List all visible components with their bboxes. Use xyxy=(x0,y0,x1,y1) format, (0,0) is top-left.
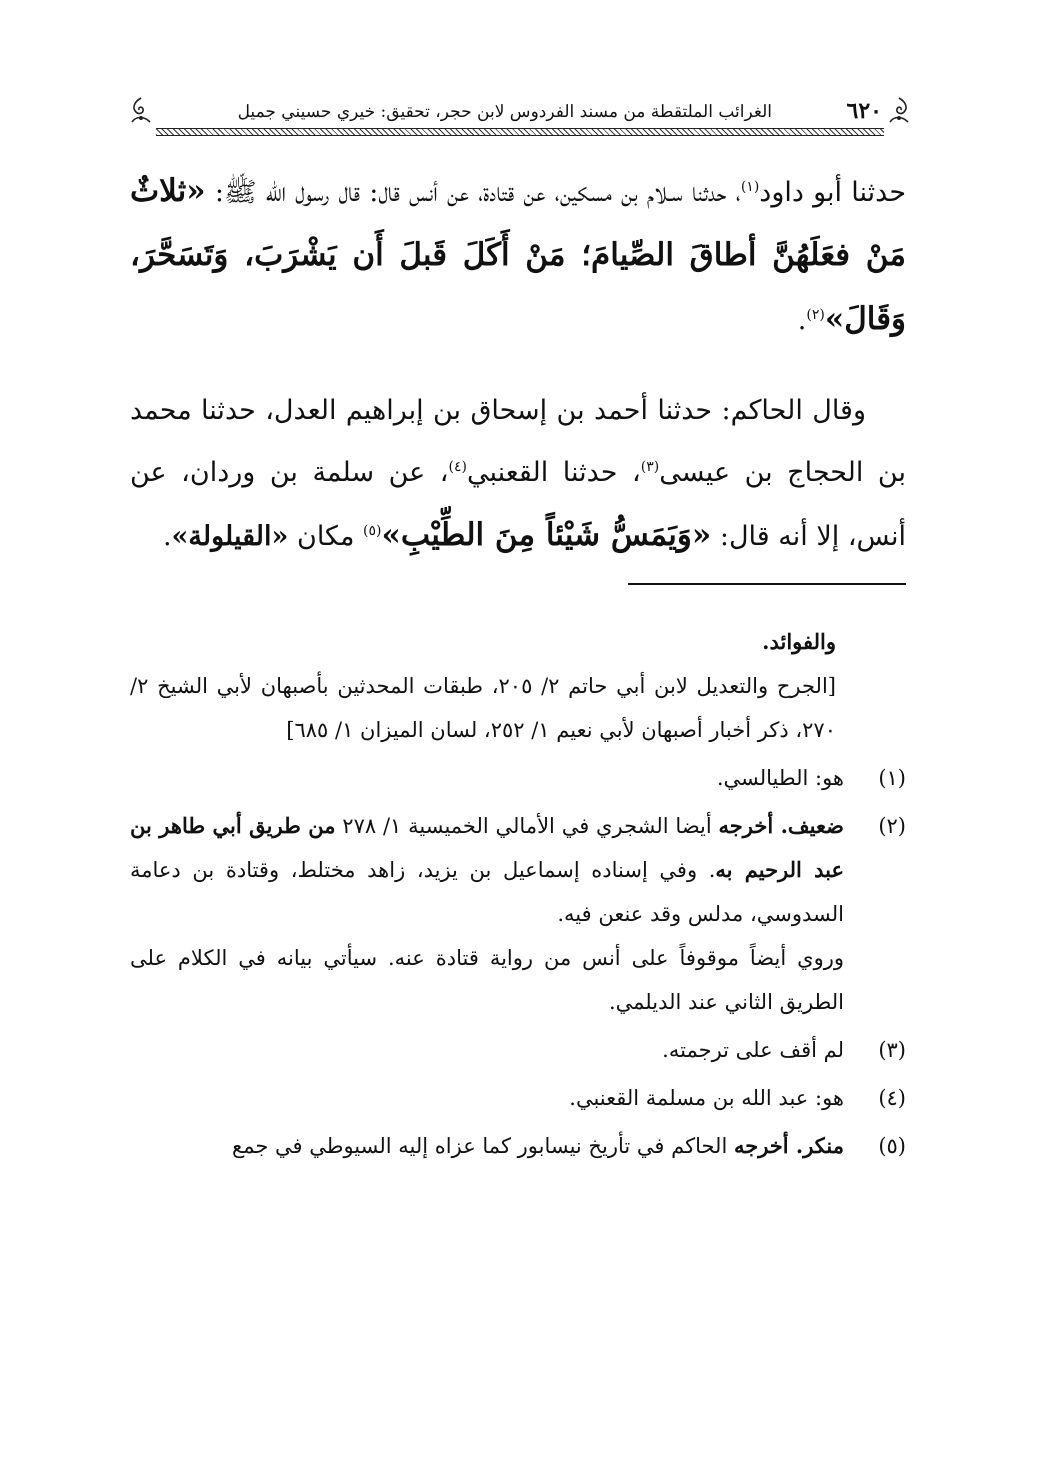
ornament-left-icon xyxy=(128,96,154,124)
page-header xyxy=(128,92,912,134)
footnote-ref-1[interactable]: (١) xyxy=(740,179,760,195)
text-run: . وفي إسناده إسماعيل بن يزيد، زاهد مختلط، وقتادة بن دعامة السدوسي، مدلس وقد عنعن فيه. xyxy=(130,858,844,926)
footnote-extra-text: وروي أيضاً موقوفاً على أنس من رواية قتادة عنه. سيأتي بيانه في الكلام على الطريق الثاني عند الديلمي. xyxy=(130,946,844,1014)
text-run: حدثنا أبو داود xyxy=(759,177,907,208)
text-run: ، حدثنا سـلام بن مسكين، عن قتادة، عن أنس قال: قال رسول الله ﷺ: xyxy=(205,177,741,208)
header-rule xyxy=(156,128,884,136)
footnote-ref-2[interactable]: (٢) xyxy=(806,307,825,323)
main-text xyxy=(130,160,906,568)
text-run: ، عن سلمة بن وردان، عن أنس، إلا أنه قال: xyxy=(130,457,906,552)
footnote-separator xyxy=(628,583,906,585)
hadith-text-1: «ثلاثٌ مَنْ فعَلَهُنَّ أطاقَ الصِّيامَ؛ مَنْ أَكَلَ قَبلَ أَن يَشْرَبَ، وَتَسَحَّرَ، وَقَالَ» xyxy=(130,173,906,337)
text-run: . xyxy=(162,521,172,552)
footnote-number: (٣) xyxy=(878,1038,906,1062)
text-run: وقال الحاكم: حدثنا أحمد بن إسحاق بن إبراهيم العدل، حدثنا محمد بن الحجاج بن عيسى xyxy=(130,395,906,488)
hadith-text-2: «وَيَمَسُّ شَيْئاً مِنَ الطِّيْبِ» xyxy=(381,517,712,553)
footnote-number: (١) xyxy=(878,766,906,790)
footnote-text: هو: عبد الله بن مسلمة القعنبي. xyxy=(569,1086,844,1110)
footnote-4 xyxy=(130,1076,906,1120)
text-run: مكان xyxy=(288,521,363,552)
footnote-number: (٥) xyxy=(878,1134,906,1158)
keyword-qayloula: «القيلولة» xyxy=(171,521,289,552)
footnote-5 xyxy=(130,1124,906,1168)
benefits-title: والفوائد. xyxy=(762,629,836,654)
footnote-ref-4[interactable]: (٤) xyxy=(448,459,467,475)
page-number: ٦٢٠ xyxy=(846,98,882,124)
ornament-right-icon xyxy=(886,96,912,124)
grading-label: ضعيف. أخرجه xyxy=(718,813,844,838)
footnote-2 xyxy=(130,804,906,1024)
paragraph-2 xyxy=(130,380,906,568)
footnote-ref-3[interactable]: (٣) xyxy=(640,459,660,475)
footnote-number: (٢) xyxy=(878,814,906,838)
footnote-1 xyxy=(130,756,906,800)
footnote-text: هو: الطيالسي. xyxy=(716,766,844,790)
footnote-text: لم أقف على ترجمته. xyxy=(662,1038,844,1062)
text-run: ، حدثنا القعنبي xyxy=(467,457,641,488)
grading-label: منكر. أخرجه xyxy=(733,1133,844,1158)
text-run: . xyxy=(797,305,807,336)
footnote-text xyxy=(130,1124,844,1168)
footnote-number: (٤) xyxy=(878,1086,906,1110)
chain-label: من طريق أبي طاهر بن عبد الرحيم به xyxy=(130,813,845,882)
footnote-text xyxy=(130,804,844,936)
footnotes-section xyxy=(130,620,906,1168)
running-title: الغرائب الملتقطة من مسند الفردوس لابن حجر، تحقيق: خيري حسيني جميل xyxy=(237,102,772,122)
references-list: [الجرح والتعديل لابن أبي حاتم ٢/ ٢٠٥، طبقات المحدثين بأصبهان لأبي الشيخ ٢/ ٢٧٠، ذكر أخبار أصبهان لأبي نعيم ١/ ٢٥٢، لسان الميزان ١/ ٦٨٥] xyxy=(130,674,836,742)
footnote-ref-5[interactable]: (٥) xyxy=(363,523,382,539)
text-run: أيضا الشجري في الأمالي الخميسية ١/ ٢٧٨ xyxy=(335,814,719,838)
footnote-3 xyxy=(130,1028,906,1072)
text-run: الحاكم في تأريخ نيسابور كما عزاه إليه السيوطي في جمع xyxy=(232,1134,734,1158)
paragraph-1 xyxy=(130,160,906,352)
